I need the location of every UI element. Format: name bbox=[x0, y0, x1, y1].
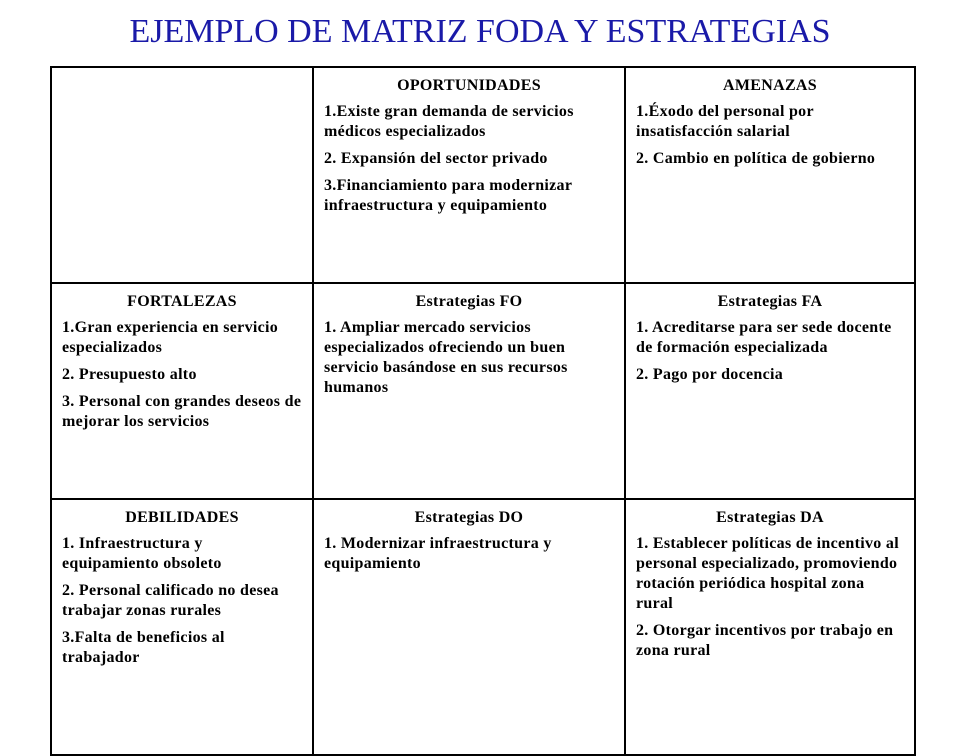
list-item: 1. Ampliar mercado servicios especializados ofreciendo un buen servicio basándose en sus recursos humanos bbox=[324, 319, 568, 396]
list-item: 2. Presupuesto alto bbox=[62, 366, 197, 383]
list-item: 1.Éxodo del personal por insatisfacción salarial bbox=[636, 103, 814, 140]
matrix-row-fortalezas bbox=[51, 283, 915, 499]
list-item: 1. Infraestructura y equipamiento obsoleto bbox=[62, 535, 222, 572]
matrix-corner-cell bbox=[51, 67, 313, 283]
cell-header: AMENAZAS bbox=[723, 77, 817, 94]
cell-header: OPORTUNIDADES bbox=[397, 77, 541, 94]
cell-header: Estrategias FO bbox=[415, 293, 523, 310]
cell-debilidades bbox=[51, 499, 313, 755]
cell-header: Estrategias FA bbox=[717, 293, 823, 310]
list-item: 2. Personal calificado no desea trabajar zonas rurales bbox=[62, 582, 279, 619]
list-item: 3.Financiamiento para modernizar infraestructura y equipamiento bbox=[324, 177, 572, 214]
cell-amenazas bbox=[625, 67, 915, 283]
cell-fortalezas bbox=[51, 283, 313, 499]
list-item: 3.Falta de beneficios al trabajador bbox=[62, 629, 225, 666]
matrix-row-external bbox=[51, 67, 915, 283]
cell-header: Estrategias DO bbox=[414, 509, 524, 526]
list-item: 3. Personal con grandes deseos de mejorar los servicios bbox=[62, 393, 302, 430]
matrix-row-debilidades bbox=[51, 499, 915, 755]
foda-matrix bbox=[50, 66, 916, 756]
cell-header: DEBILIDADES bbox=[125, 509, 239, 526]
cell-header: Estrategias DA bbox=[716, 509, 824, 526]
cell-estrategias-da bbox=[625, 499, 915, 755]
cell-header: FORTALEZAS bbox=[127, 293, 237, 310]
list-item: 2. Otorgar incentivos por trabajo en zona rural bbox=[636, 622, 894, 659]
cell-estrategias-fa bbox=[625, 283, 915, 499]
list-item: 2. Expansión del sector privado bbox=[324, 150, 548, 167]
list-item: 2. Pago por docencia bbox=[636, 366, 784, 383]
list-item: 1.Existe gran demanda de servicios médicos especializados bbox=[324, 103, 574, 140]
list-item: 2. Cambio en política de gobierno bbox=[636, 150, 876, 167]
list-item: 1.Gran experiencia en servicio especializados bbox=[62, 319, 279, 356]
cell-estrategias-do bbox=[313, 499, 625, 755]
cell-estrategias-fo bbox=[313, 283, 625, 499]
cell-oportunidades bbox=[313, 67, 625, 283]
list-item: 1. Modernizar infraestructura y equipamiento bbox=[324, 535, 552, 572]
page-title: EJEMPLO DE MATRIZ FODA Y ESTRATEGIAS bbox=[129, 13, 831, 50]
list-item: 1. Establecer políticas de incentivo al personal especializado, promoviendo rotación periódica hospital zona rural bbox=[636, 535, 899, 612]
list-item: 1. Acreditarse para ser sede docente de formación especializada bbox=[636, 319, 892, 356]
